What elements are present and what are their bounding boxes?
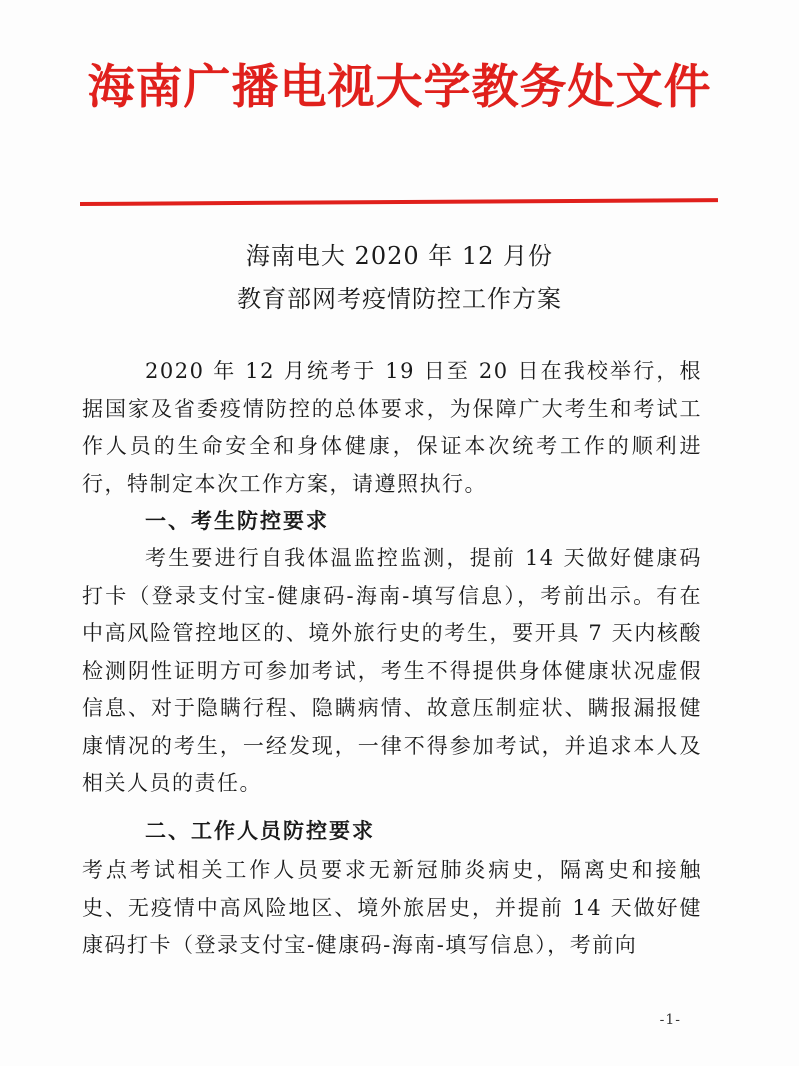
section-1-paragraph: 考生要进行自我体温监控监测，提前 14 天做好健康码打卡（登录支付宝-健康码-海南-填写信息），考前出示。有在中高风险管控地区的、境外旅行史的考生，要开具 7 天内核酸检测阴性证明方可参加考试，考生不得提供身体健康状况虚假信息、对于隐瞒行程、隐瞒病情、故意压制症状、瞒报漏报健康情况的考生，一经发现，一律不得参加考试，并追求本人及相关人员的责任。 — [82, 546, 702, 795]
page-number: -1- — [659, 1012, 681, 1028]
document-title-line-1: 海南电大 2020 年 12 月份 — [245, 242, 554, 270]
section-2-paragraph: 考点考试相关工作人员要求无新冠肺炎病史，隔离史和接触史、无疫情中高风险地区、境外旅居史，并提前 14 天做好健康码打卡（登录支付宝-健康码-海南-填写信息），考前向 — [82, 858, 702, 957]
intro-paragraph: 2020 年 12 月统考于 19 日至 20 日在我校举行，根据国家及省委疫情防控的总体要求，为保障广大考生和考试工作人员的生命安全和身体健康，保证本次统考工作的顺利进行，特制定本次工作方案，请遵照执行。 — [82, 359, 702, 496]
section-2-heading: 二、工作人员防控要求 — [145, 819, 375, 843]
section-1-heading: 一、考生防控要求 — [145, 509, 329, 533]
issuing-office-header: 海南广播电视大学教务处文件 — [87, 60, 712, 115]
red-header-divider — [80, 198, 718, 206]
document-title-line-2: 教育部网考疫情防控工作方案 — [237, 285, 562, 313]
